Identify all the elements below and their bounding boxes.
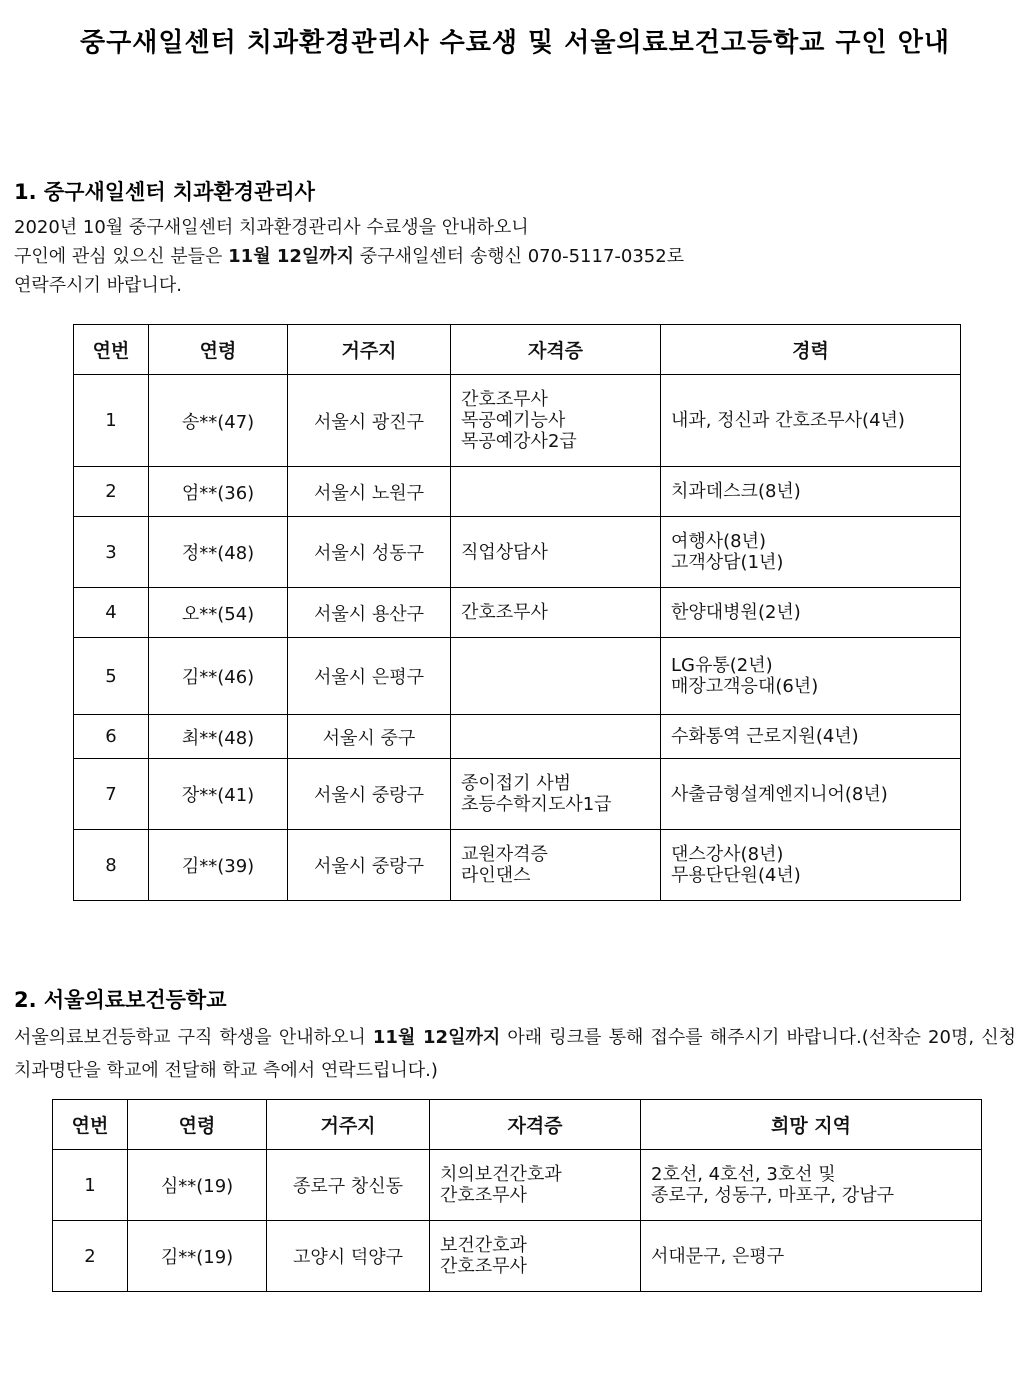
row-desired-area-line: 2호선, 4호선, 3호선 및 xyxy=(651,1164,836,1185)
row-certificate xyxy=(451,759,661,830)
row-no: 7 xyxy=(74,759,149,830)
row-address: 서울시 은평구 xyxy=(288,638,451,715)
section2-deadline: 11월 12일까지 xyxy=(372,1027,501,1048)
section1-intro-line3: 연락주시기 바랍니다. xyxy=(14,275,182,296)
row-age: 김**(46) xyxy=(149,638,288,715)
row-certificate xyxy=(451,467,661,517)
row-certificate-line: 간호조무사 xyxy=(440,1256,527,1277)
row-address: 서울시 광진구 xyxy=(288,375,451,467)
section2-intro xyxy=(14,1021,1016,1087)
table-row xyxy=(74,375,961,467)
section1-intro-line2-pre: 구인에 관심 있으신 분들은 xyxy=(14,246,229,267)
section1-heading: 1. 중구새일센터 치과환경관리사 xyxy=(14,180,315,204)
row-age: 엄**(36) xyxy=(149,467,288,517)
row-age: 오**(54) xyxy=(149,588,288,638)
row-certificate-line: 목공예기능사 xyxy=(461,410,566,431)
row-age: 김**(39) xyxy=(149,830,288,901)
row-certificate-line: 종이접기 사범 xyxy=(461,773,572,794)
row-certificate xyxy=(430,1221,641,1292)
row-address: 서울시 중랑구 xyxy=(288,759,451,830)
row-no: 5 xyxy=(74,638,149,715)
row-career-line: 여행사(8년) xyxy=(671,531,767,552)
row-career-line: 치과데스크(8년) xyxy=(671,481,801,502)
row-age: 송**(47) xyxy=(149,375,288,467)
row-career xyxy=(661,638,961,715)
section1-deadline: 11월 12일까지 xyxy=(228,246,355,267)
section1-intro xyxy=(14,213,684,300)
section1-intro-line1: 2020년 10월 중구새일센터 치과환경관리사 수료생을 안내하오니 xyxy=(14,217,529,238)
row-certificate-line: 간호조무사 xyxy=(461,602,548,623)
row-certificate-line: 간호조무사 xyxy=(440,1185,527,1206)
row-career-line: 사출금형설계엔지니어(8년) xyxy=(671,783,888,805)
col-header-desired-area: 희망 지역 xyxy=(641,1100,982,1150)
row-career xyxy=(661,375,961,467)
row-certificate-line: 목공예강사2급 xyxy=(461,431,577,452)
row-desired-area xyxy=(641,1150,982,1221)
page-title: 중구새일센터 치과환경관리사 수료생 및 서울의료보건고등학교 구인 안내 xyxy=(80,28,950,58)
row-certificate-line: 직업상담사 xyxy=(461,541,548,563)
row-address: 서울시 중랑구 xyxy=(288,830,451,901)
row-certificate xyxy=(451,715,661,759)
table-row xyxy=(74,759,961,830)
table-row xyxy=(74,830,961,901)
row-certificate xyxy=(430,1150,641,1221)
row-career xyxy=(661,830,961,901)
section2-intro-pre: 서울의료보건등학교 구직 학생을 안내하오니 xyxy=(14,1027,373,1048)
row-career xyxy=(661,588,961,638)
table-row xyxy=(74,715,961,759)
table-row xyxy=(53,1221,982,1292)
row-career xyxy=(661,467,961,517)
row-age: 정**(48) xyxy=(149,517,288,588)
col-header-address: 거주지 xyxy=(288,325,451,375)
row-career-line: LG유통(2년) xyxy=(671,655,773,676)
row-no: 2 xyxy=(53,1221,128,1292)
row-career-line: 댄스강사(8년) xyxy=(671,844,784,865)
table-header-row xyxy=(74,325,961,375)
row-certificate xyxy=(451,830,661,901)
row-no: 8 xyxy=(74,830,149,901)
row-certificate-line: 치의보건간호과 xyxy=(440,1164,562,1185)
row-address: 서울시 중구 xyxy=(288,715,451,759)
row-career-line: 수화통역 근로지원(4년) xyxy=(671,726,859,747)
students-table xyxy=(52,1099,982,1292)
section1-intro-line2-post: 중구새일센터 송행신 070-5117-0352로 xyxy=(354,246,685,267)
col-header-age: 연령 xyxy=(149,325,288,375)
row-career-line: 무용단단원(4년) xyxy=(671,865,801,886)
table-row xyxy=(74,467,961,517)
row-age: 최**(48) xyxy=(149,715,288,759)
row-career-line: 내과, 정신과 간호조무사(4년) xyxy=(671,410,905,431)
row-address: 서울시 성동구 xyxy=(288,517,451,588)
row-career xyxy=(661,759,961,830)
col-header-certificate: 자격증 xyxy=(430,1100,641,1150)
row-address: 서울시 용산구 xyxy=(288,588,451,638)
row-certificate-line: 초등수학지도사1급 xyxy=(461,794,612,815)
row-certificate-line: 교원자격증 xyxy=(461,844,548,865)
row-desired-area xyxy=(641,1221,982,1292)
row-address: 고양시 덕양구 xyxy=(267,1221,430,1292)
row-no: 1 xyxy=(53,1150,128,1221)
row-age: 심**(19) xyxy=(128,1150,267,1221)
table-row xyxy=(74,638,961,715)
table-row xyxy=(53,1150,982,1221)
row-certificate-line: 간호조무사 xyxy=(461,389,548,410)
row-no: 6 xyxy=(74,715,149,759)
table-header-row xyxy=(53,1100,982,1150)
row-address: 종로구 창신동 xyxy=(267,1150,430,1221)
row-desired-area-line: 종로구, 성동구, 마포구, 강남구 xyxy=(651,1185,894,1206)
row-certificate xyxy=(451,517,661,588)
candidates-table xyxy=(73,324,961,901)
row-no: 3 xyxy=(74,517,149,588)
row-no: 1 xyxy=(74,375,149,467)
row-career-line: 매장고객응대(6년) xyxy=(671,676,819,697)
row-certificate xyxy=(451,375,661,467)
row-certificate xyxy=(451,588,661,638)
row-certificate xyxy=(451,638,661,715)
section2-intro-post: 아래 링크를 통해 접수를 해주시기 바랍니다.(선착순 20명, 신청 치과명단을 학교에 전달해 학교 측에서 연락드립니다.) xyxy=(14,1027,1016,1081)
col-header-certificate: 자격증 xyxy=(451,325,661,375)
row-career-line: 고객상담(1년) xyxy=(671,552,784,573)
row-no: 4 xyxy=(74,588,149,638)
table-row xyxy=(74,517,961,588)
row-desired-area-line: 서대문구, 은평구 xyxy=(651,1245,785,1267)
section2-heading: 2. 서울의료보건등학교 xyxy=(14,988,227,1012)
row-career-line: 한양대병원(2년) xyxy=(671,602,801,623)
table-row xyxy=(74,588,961,638)
row-address: 서울시 노원구 xyxy=(288,467,451,517)
row-career xyxy=(661,517,961,588)
section1-intro-line2 xyxy=(14,242,684,271)
col-header-no: 연번 xyxy=(53,1100,128,1150)
row-age: 장**(41) xyxy=(149,759,288,830)
row-certificate-line: 보건간호과 xyxy=(440,1235,527,1256)
row-no: 2 xyxy=(74,467,149,517)
col-header-no: 연번 xyxy=(74,325,149,375)
row-career xyxy=(661,715,961,759)
col-header-career: 경력 xyxy=(661,325,961,375)
row-certificate-line: 라인댄스 xyxy=(461,865,531,886)
col-header-age: 연령 xyxy=(128,1100,267,1150)
col-header-address: 거주지 xyxy=(267,1100,430,1150)
row-age: 김**(19) xyxy=(128,1221,267,1292)
